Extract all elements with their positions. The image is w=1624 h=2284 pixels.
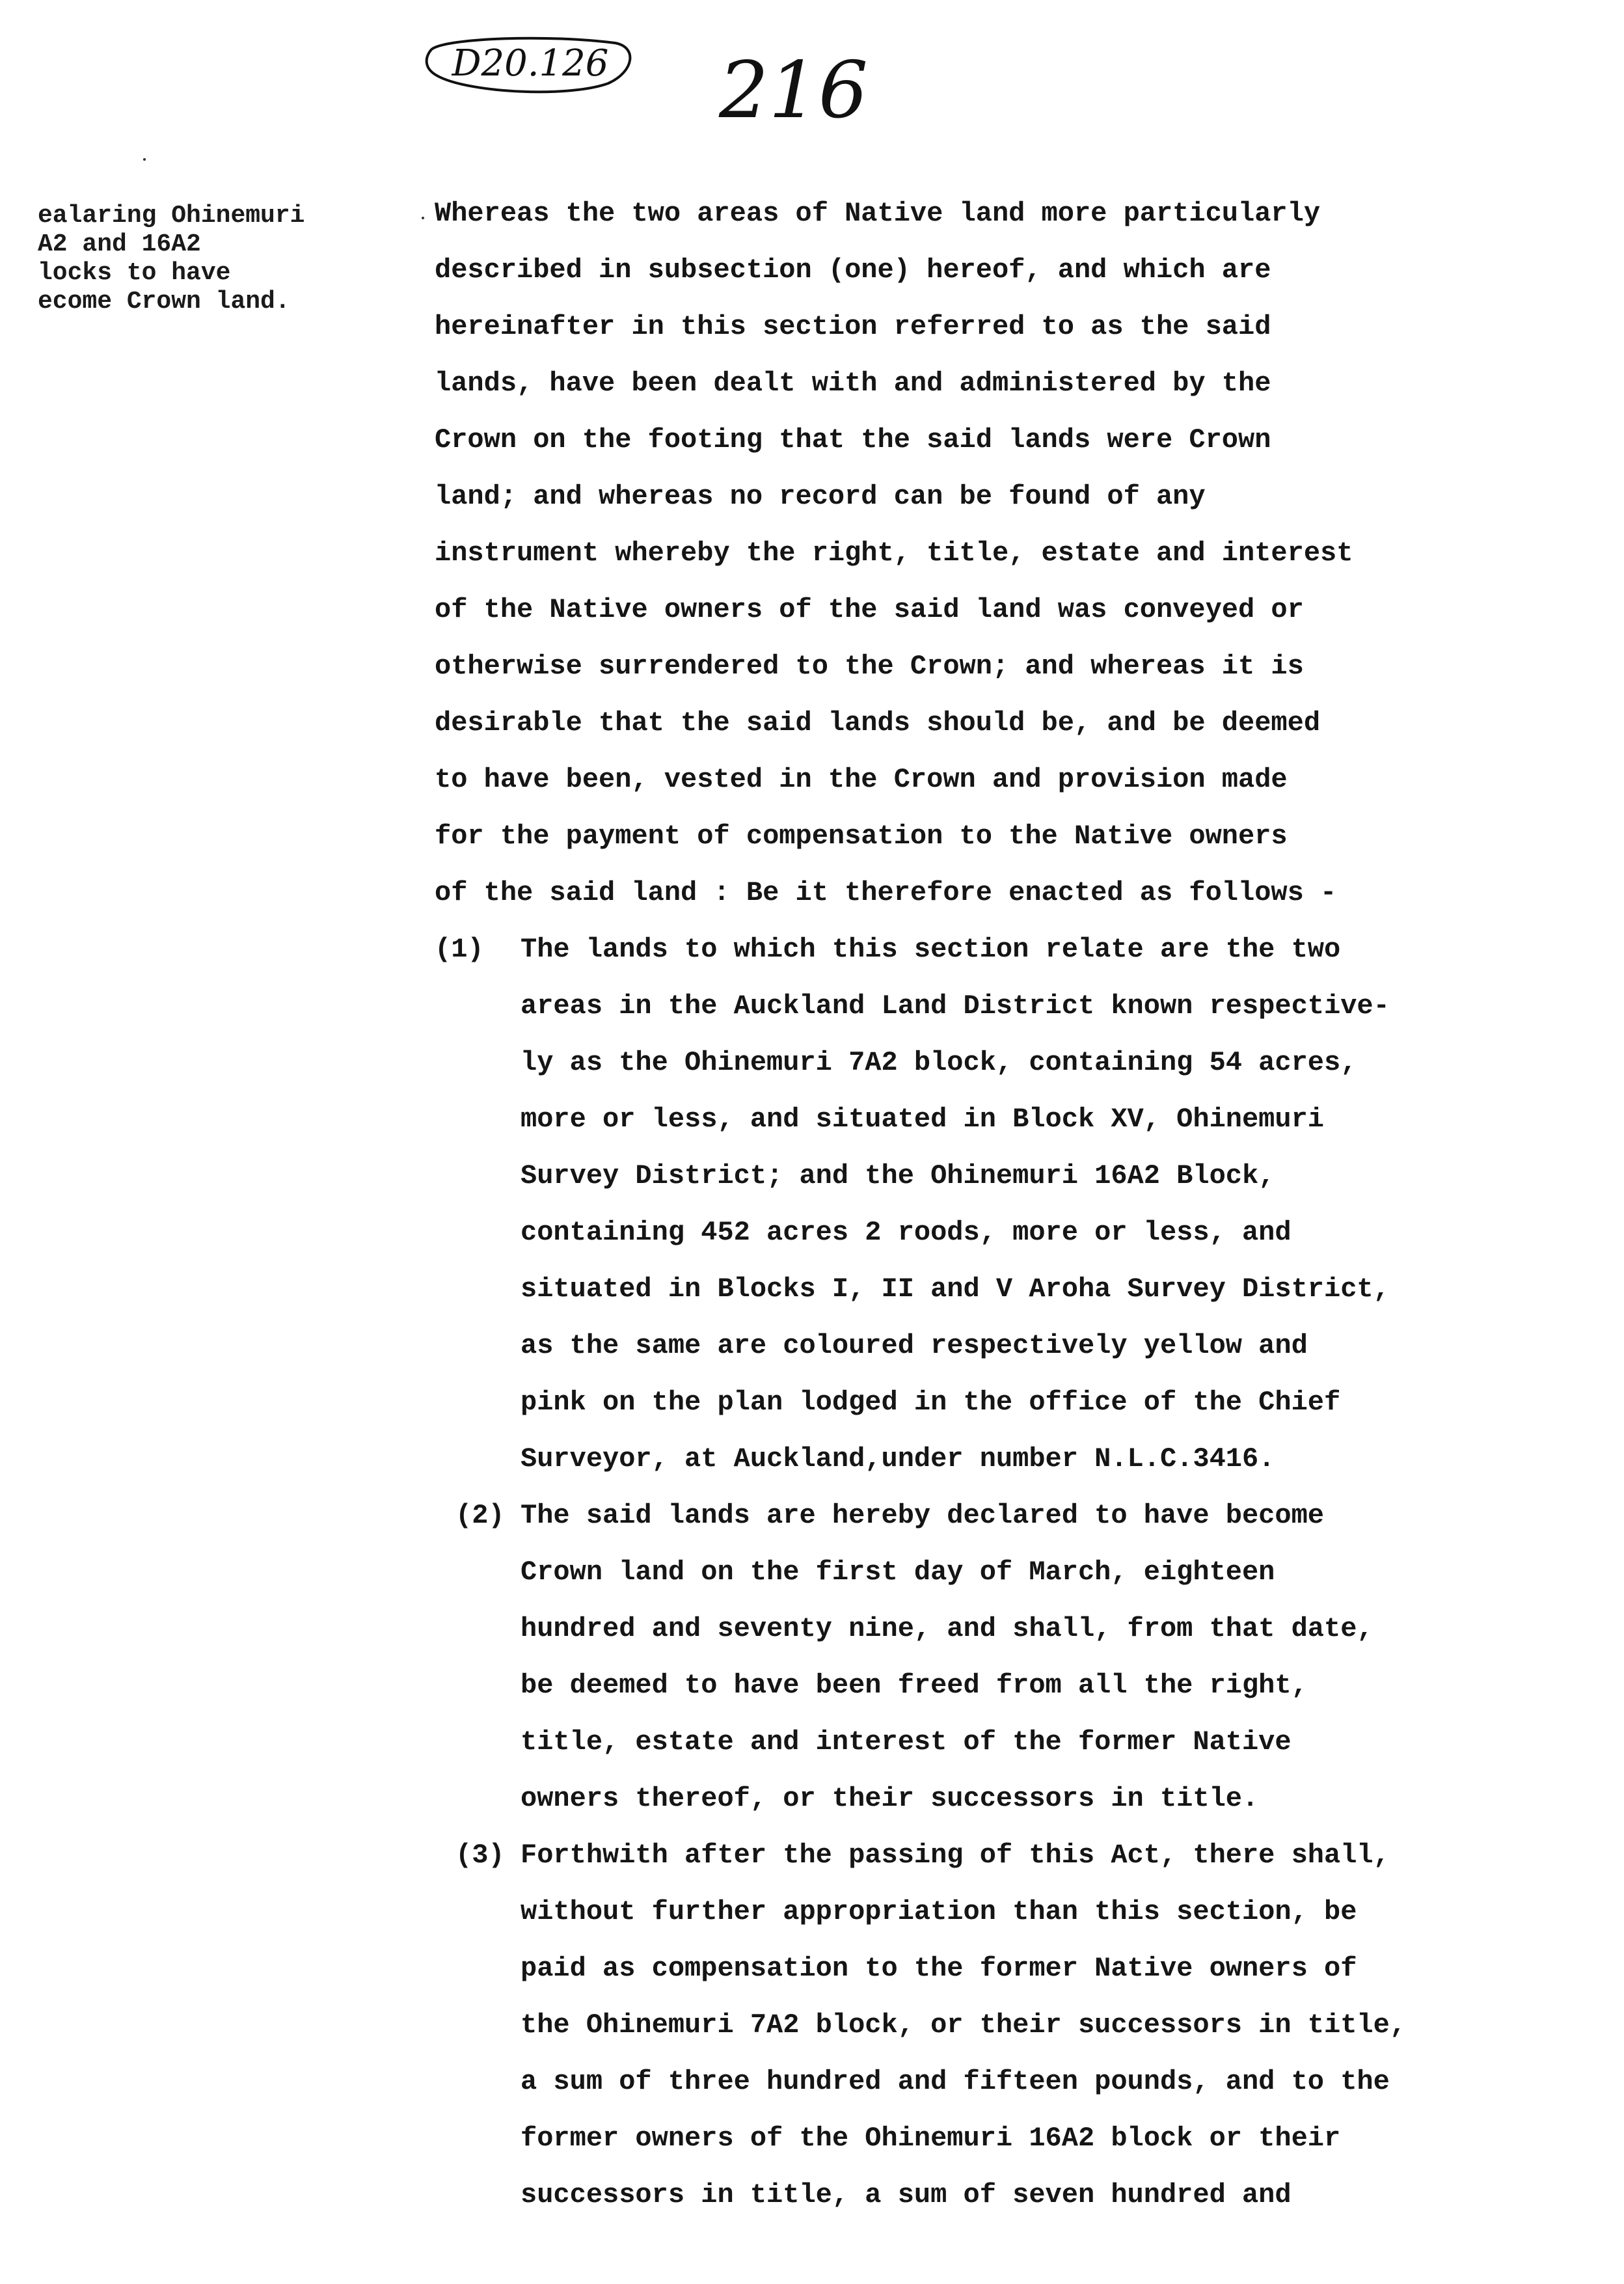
preamble-line: for the payment of compensation to the Native owners (435, 821, 1288, 852)
reference-mark-text: D20.126 (452, 42, 609, 85)
preamble-line: Crown on the footing that the said lands were Crown (435, 424, 1271, 455)
subsection-line: Crown land on the first day of March, eighteen (521, 1557, 1275, 1588)
subsection-line: the Ohinemuri 7A2 block, or their successors in title, (521, 2009, 1407, 2041)
subsection-line: more or less, and situated in Block XV, Ohinemuri (521, 1104, 1325, 1135)
subsection-line: former owners of the Ohinemuri 16A2 block or their (521, 2123, 1341, 2154)
preamble-line: to have been, vested in the Crown and provision made (435, 764, 1288, 795)
subsection-number: (2) (455, 1500, 505, 1531)
subsection-line: owners thereof, or their successors in title. (521, 1783, 1259, 1814)
subsection-line: pink on the plan lodged in the office of the Chief (521, 1387, 1341, 1418)
subsection-line: Survey District; and the Ohinemuri 16A2 Block, (521, 1160, 1275, 1191)
subsection-number: (3) (455, 1840, 505, 1871)
preamble-line: desirable that the said lands should be, and be deemed (435, 707, 1321, 739)
subsection-line: The lands to which this section relate are the two (521, 934, 1341, 965)
subsection-line: Surveyor, at Auckland,under number N.L.C.3416. (521, 1443, 1275, 1475)
subsection-line: hundred and seventy nine, and shall, from that date, (521, 1613, 1374, 1644)
margin-note: ealaring Ohinemuri A2 and 16A2 locks to have ecome Crown land. (38, 202, 305, 316)
preamble-line: described in subsection (one) hereof, and which are (435, 254, 1271, 286)
subsection-line: ly as the Ohinemuri 7A2 block, containing 54 acres, (521, 1047, 1357, 1078)
speck (422, 217, 424, 219)
preamble-line: land; and whereas no record can be found of any (435, 481, 1206, 512)
subsection-line: paid as compensation to the former Native owners of (521, 1953, 1357, 1984)
subsection-line: successors in title, a sum of seven hundred and (521, 2179, 1292, 2210)
subsection-line: The said lands are hereby declared to have become (521, 1500, 1325, 1531)
preamble-line: Whereas the two areas of Native land more particularly (435, 198, 1321, 229)
preamble-line: otherwise surrendered to the Crown; and whereas it is (435, 651, 1304, 682)
subsection-line: without further appropriation than this section, be (521, 1896, 1357, 1927)
subsection-number: (1) (435, 934, 484, 965)
preamble-line: of the Native owners of the said land was conveyed or (435, 594, 1304, 625)
preamble-line: lands, have been dealt with and administered by the (435, 368, 1271, 399)
subsection-line: areas in the Auckland Land District known respective- (521, 990, 1390, 1022)
subsection-line: Forthwith after the passing of this Act, there shall, (521, 1840, 1390, 1871)
subsection-line: containing 452 acres 2 roods, more or less, and (521, 1217, 1292, 1248)
subsection-line: a sum of three hundred and fifteen pounds, and to the (521, 2066, 1390, 2097)
preamble-line: instrument whereby the right, title, estate and interest (435, 537, 1353, 569)
preamble-line: hereinafter in this section referred to as the said (435, 311, 1271, 342)
preamble-line: of the said land : Be it therefore enacted as follows - (435, 877, 1337, 908)
speck (143, 158, 146, 161)
subsection-line: title, estate and interest of the former Native (521, 1726, 1292, 1758)
subsection-line: be deemed to have been freed from all the right, (521, 1670, 1308, 1701)
page-number: 216 (719, 46, 869, 136)
reference-mark (426, 31, 634, 96)
subsection-line: as the same are coloured respectively yellow and (521, 1330, 1308, 1361)
subsection-line: situated in Blocks I, II and V Aroha Survey District, (521, 1273, 1390, 1305)
